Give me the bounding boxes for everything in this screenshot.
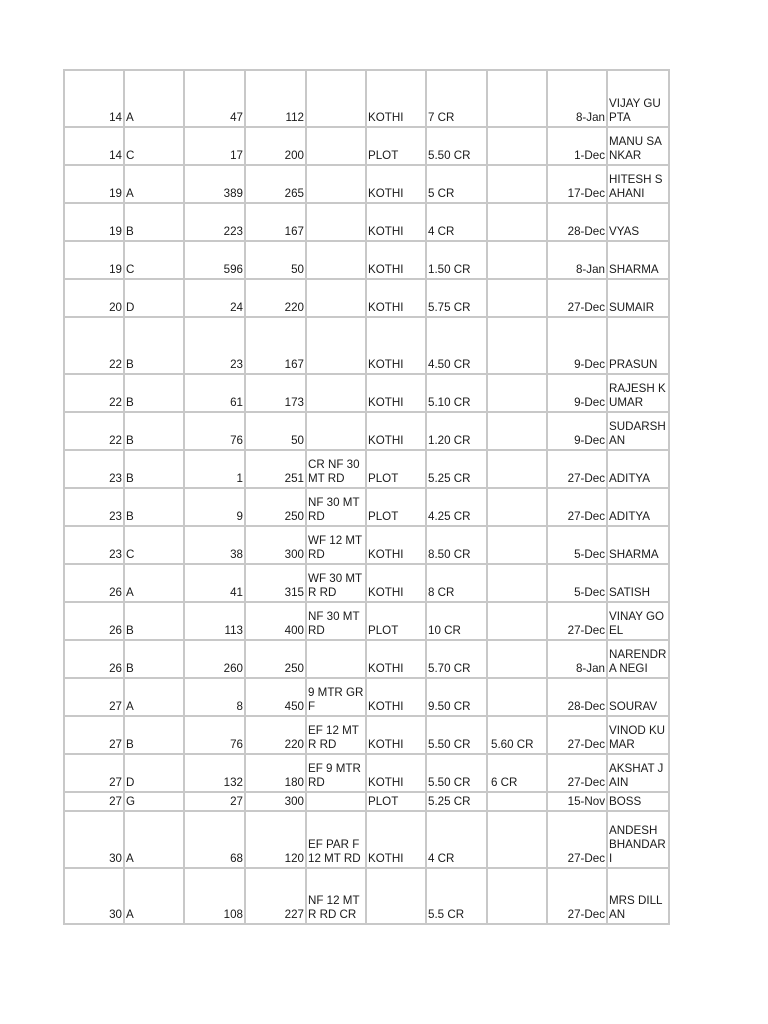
price-cell: 8.50 CR [426, 526, 487, 564]
revised-price-cell [487, 792, 547, 811]
property-type-cell: KOTHI [366, 640, 426, 678]
contact-name-cell: SOURAV [607, 678, 669, 716]
date-cell: 1-Dec [547, 127, 607, 165]
property-type-cell: KOTHI [366, 412, 426, 450]
table-row [64, 564, 669, 602]
date-cell: 27-Dec [547, 450, 607, 488]
block-cell: B [124, 640, 184, 678]
area-cell: 400 [245, 602, 306, 640]
property-type-cell: KOTHI [366, 279, 426, 317]
price-cell: 8 CR [426, 564, 487, 602]
table-row [64, 203, 669, 241]
house-number-cell: 132 [184, 754, 245, 792]
block-cell: B [124, 317, 184, 374]
sector-cell: 19 [64, 165, 124, 203]
price-cell: 5.10 CR [426, 374, 487, 412]
road-facing-cell: 9 MTR GRF [306, 678, 366, 716]
sector-cell: 26 [64, 602, 124, 640]
revised-price-cell [487, 70, 547, 127]
house-number-cell: 24 [184, 279, 245, 317]
price-cell: 5.50 CR [426, 716, 487, 754]
block-cell: D [124, 754, 184, 792]
sector-cell: 19 [64, 241, 124, 279]
sector-cell: 26 [64, 564, 124, 602]
property-type-cell: PLOT [366, 792, 426, 811]
property-type-cell: KOTHI [366, 241, 426, 279]
contact-name-cell: ADITYA [607, 450, 669, 488]
revised-price-cell [487, 640, 547, 678]
block-cell: B [124, 488, 184, 526]
block-cell: A [124, 70, 184, 127]
revised-price-cell [487, 602, 547, 640]
block-cell: B [124, 203, 184, 241]
table-row [64, 640, 669, 678]
date-cell: 9-Dec [547, 374, 607, 412]
sector-cell: 22 [64, 412, 124, 450]
property-type-cell: KOTHI [366, 317, 426, 374]
price-cell: 5.5 CR [426, 868, 487, 924]
house-number-cell: 17 [184, 127, 245, 165]
sector-cell: 22 [64, 374, 124, 412]
table-row [64, 488, 669, 526]
sector-cell: 27 [64, 716, 124, 754]
table-row [64, 165, 669, 203]
table-row [64, 678, 669, 716]
area-cell: 300 [245, 526, 306, 564]
table-row [64, 317, 669, 374]
area-cell: 315 [245, 564, 306, 602]
date-cell: 27-Dec [547, 716, 607, 754]
road-facing-cell [306, 203, 366, 241]
area-cell: 120 [245, 811, 306, 868]
sector-cell: 27 [64, 754, 124, 792]
date-cell: 27-Dec [547, 811, 607, 868]
property-type-cell: PLOT [366, 127, 426, 165]
sector-cell: 27 [64, 792, 124, 811]
house-number-cell: 23 [184, 317, 245, 374]
contact-name-cell: HITESH SAHANI [607, 165, 669, 203]
road-facing-cell: NF 12 MTR RD CR [306, 868, 366, 924]
revised-price-cell [487, 868, 547, 924]
table-row [64, 602, 669, 640]
property-type-cell: KOTHI [366, 70, 426, 127]
contact-name-cell: VINAY GOEL [607, 602, 669, 640]
table-row [64, 868, 669, 924]
property-type-cell: PLOT [366, 450, 426, 488]
area-cell: 112 [245, 70, 306, 127]
contact-name-cell: SUMAIR [607, 279, 669, 317]
sector-cell: 19 [64, 203, 124, 241]
table-row [64, 241, 669, 279]
sector-cell: 27 [64, 678, 124, 716]
contact-name-cell: AKSHAT JAIN [607, 754, 669, 792]
contact-name-cell: ADITYA [607, 488, 669, 526]
road-facing-cell: WF 30 MTR RD [306, 564, 366, 602]
house-number-cell: 223 [184, 203, 245, 241]
property-type-cell: KOTHI [366, 678, 426, 716]
sector-cell: 20 [64, 279, 124, 317]
area-cell: 300 [245, 792, 306, 811]
block-cell: C [124, 127, 184, 165]
road-facing-cell [306, 792, 366, 811]
house-number-cell: 389 [184, 165, 245, 203]
block-cell: B [124, 716, 184, 754]
house-number-cell: 47 [184, 70, 245, 127]
contact-name-cell: SATISH [607, 564, 669, 602]
road-facing-cell: WF 12 MT RD [306, 526, 366, 564]
table-row [64, 70, 669, 127]
house-number-cell: 41 [184, 564, 245, 602]
area-cell: 50 [245, 241, 306, 279]
block-cell: B [124, 450, 184, 488]
contact-name-cell: SHARMA [607, 526, 669, 564]
table-row [64, 412, 669, 450]
house-number-cell: 9 [184, 488, 245, 526]
block-cell: C [124, 526, 184, 564]
house-number-cell: 61 [184, 374, 245, 412]
road-facing-cell [306, 317, 366, 374]
block-cell: D [124, 279, 184, 317]
area-cell: 173 [245, 374, 306, 412]
house-number-cell: 76 [184, 412, 245, 450]
date-cell: 9-Dec [547, 317, 607, 374]
contact-name-cell: SUDARSHAN [607, 412, 669, 450]
block-cell: B [124, 374, 184, 412]
sector-cell: 26 [64, 640, 124, 678]
road-facing-cell [306, 412, 366, 450]
property-type-cell: KOTHI [366, 165, 426, 203]
road-facing-cell: NF 30 MT RD [306, 602, 366, 640]
table-row [64, 127, 669, 165]
price-cell: 5 CR [426, 165, 487, 203]
table-body [64, 70, 669, 924]
road-facing-cell: EF 12 MTR RD [306, 716, 366, 754]
road-facing-cell [306, 374, 366, 412]
house-number-cell: 1 [184, 450, 245, 488]
sector-cell: 23 [64, 488, 124, 526]
contact-name-cell: VYAS [607, 203, 669, 241]
area-cell: 251 [245, 450, 306, 488]
table-row [64, 754, 669, 792]
price-cell: 5.75 CR [426, 279, 487, 317]
revised-price-cell [487, 203, 547, 241]
road-facing-cell [306, 640, 366, 678]
table-row [64, 792, 669, 811]
date-cell: 9-Dec [547, 412, 607, 450]
contact-name-cell: MANU SANKAR [607, 127, 669, 165]
table-row [64, 374, 669, 412]
property-type-cell: KOTHI [366, 754, 426, 792]
price-cell: 5.50 CR [426, 127, 487, 165]
listings-table [63, 69, 670, 925]
date-cell: 27-Dec [547, 488, 607, 526]
house-number-cell: 113 [184, 602, 245, 640]
date-cell: 27-Dec [547, 279, 607, 317]
block-cell: A [124, 564, 184, 602]
price-cell: 1.50 CR [426, 241, 487, 279]
area-cell: 450 [245, 678, 306, 716]
road-facing-cell: EF PAR F 12 MT RD [306, 811, 366, 868]
date-cell: 17-Dec [547, 165, 607, 203]
area-cell: 200 [245, 127, 306, 165]
sector-cell: 23 [64, 526, 124, 564]
property-type-cell: KOTHI [366, 811, 426, 868]
block-cell: A [124, 678, 184, 716]
price-cell: 5.50 CR [426, 754, 487, 792]
price-cell: 5.25 CR [426, 792, 487, 811]
sector-cell: 30 [64, 868, 124, 924]
road-facing-cell [306, 279, 366, 317]
area-cell: 180 [245, 754, 306, 792]
property-type-cell: PLOT [366, 602, 426, 640]
property-type-cell: KOTHI [366, 374, 426, 412]
house-number-cell: 76 [184, 716, 245, 754]
date-cell: 5-Dec [547, 526, 607, 564]
area-cell: 265 [245, 165, 306, 203]
date-cell: 8-Jan [547, 241, 607, 279]
date-cell: 15-Nov [547, 792, 607, 811]
revised-price-cell: 5.60 CR [487, 716, 547, 754]
price-cell: 9.50 CR [426, 678, 487, 716]
property-type-cell: KOTHI [366, 716, 426, 754]
revised-price-cell [487, 127, 547, 165]
property-type-cell: KOTHI [366, 564, 426, 602]
price-cell: 4 CR [426, 811, 487, 868]
block-cell: B [124, 412, 184, 450]
date-cell: 8-Jan [547, 640, 607, 678]
date-cell: 28-Dec [547, 678, 607, 716]
date-cell: 27-Dec [547, 602, 607, 640]
price-cell: 5.70 CR [426, 640, 487, 678]
area-cell: 250 [245, 640, 306, 678]
revised-price-cell [487, 678, 547, 716]
contact-name-cell: VIJAY GUPTA [607, 70, 669, 127]
property-type-cell: KOTHI [366, 526, 426, 564]
house-number-cell: 596 [184, 241, 245, 279]
contact-name-cell: BOSS [607, 792, 669, 811]
contact-name-cell: NARENDRA NEGI [607, 640, 669, 678]
revised-price-cell [487, 317, 547, 374]
sector-cell: 22 [64, 317, 124, 374]
sector-cell: 14 [64, 127, 124, 165]
revised-price-cell [487, 374, 547, 412]
contact-name-cell: SHARMA [607, 241, 669, 279]
road-facing-cell [306, 127, 366, 165]
contact-name-cell: ANDESH BHANDARI [607, 811, 669, 868]
price-cell: 4.50 CR [426, 317, 487, 374]
revised-price-cell [487, 488, 547, 526]
property-type-cell: KOTHI [366, 203, 426, 241]
road-facing-cell [306, 70, 366, 127]
sector-cell: 30 [64, 811, 124, 868]
sector-cell: 23 [64, 450, 124, 488]
revised-price-cell [487, 564, 547, 602]
revised-price-cell [487, 412, 547, 450]
house-number-cell: 108 [184, 868, 245, 924]
block-cell: A [124, 165, 184, 203]
sector-cell: 14 [64, 70, 124, 127]
revised-price-cell: 6 CR [487, 754, 547, 792]
house-number-cell: 68 [184, 811, 245, 868]
price-cell: 7 CR [426, 70, 487, 127]
area-cell: 250 [245, 488, 306, 526]
date-cell: 5-Dec [547, 564, 607, 602]
block-cell: A [124, 868, 184, 924]
area-cell: 167 [245, 203, 306, 241]
price-cell: 10 CR [426, 602, 487, 640]
block-cell: C [124, 241, 184, 279]
table-row [64, 811, 669, 868]
house-number-cell: 8 [184, 678, 245, 716]
area-cell: 220 [245, 279, 306, 317]
road-facing-cell [306, 165, 366, 203]
block-cell: A [124, 811, 184, 868]
road-facing-cell: NF 30 MT RD [306, 488, 366, 526]
table-row [64, 450, 669, 488]
revised-price-cell [487, 811, 547, 868]
area-cell: 220 [245, 716, 306, 754]
house-number-cell: 38 [184, 526, 245, 564]
revised-price-cell [487, 526, 547, 564]
revised-price-cell [487, 450, 547, 488]
price-cell: 1.20 CR [426, 412, 487, 450]
house-number-cell: 260 [184, 640, 245, 678]
date-cell: 8-Jan [547, 70, 607, 127]
road-facing-cell: EF 9 MTR RD [306, 754, 366, 792]
price-cell: 4 CR [426, 203, 487, 241]
price-cell: 4.25 CR [426, 488, 487, 526]
contact-name-cell: PRASUN [607, 317, 669, 374]
block-cell: B [124, 602, 184, 640]
date-cell: 28-Dec [547, 203, 607, 241]
table-row [64, 716, 669, 754]
date-cell: 27-Dec [547, 868, 607, 924]
contact-name-cell: RAJESH KUMAR [607, 374, 669, 412]
contact-name-cell: MRS DILLAN [607, 868, 669, 924]
price-cell: 5.25 CR [426, 450, 487, 488]
contact-name-cell: VINOD KUMAR [607, 716, 669, 754]
revised-price-cell [487, 165, 547, 203]
table-row [64, 526, 669, 564]
property-type-cell [366, 868, 426, 924]
property-type-cell: PLOT [366, 488, 426, 526]
house-number-cell: 27 [184, 792, 245, 811]
area-cell: 227 [245, 868, 306, 924]
road-facing-cell [306, 241, 366, 279]
area-cell: 167 [245, 317, 306, 374]
revised-price-cell [487, 241, 547, 279]
table-row [64, 279, 669, 317]
road-facing-cell: CR NF 30 MT RD [306, 450, 366, 488]
area-cell: 50 [245, 412, 306, 450]
revised-price-cell [487, 279, 547, 317]
block-cell: G [124, 792, 184, 811]
date-cell: 27-Dec [547, 754, 607, 792]
